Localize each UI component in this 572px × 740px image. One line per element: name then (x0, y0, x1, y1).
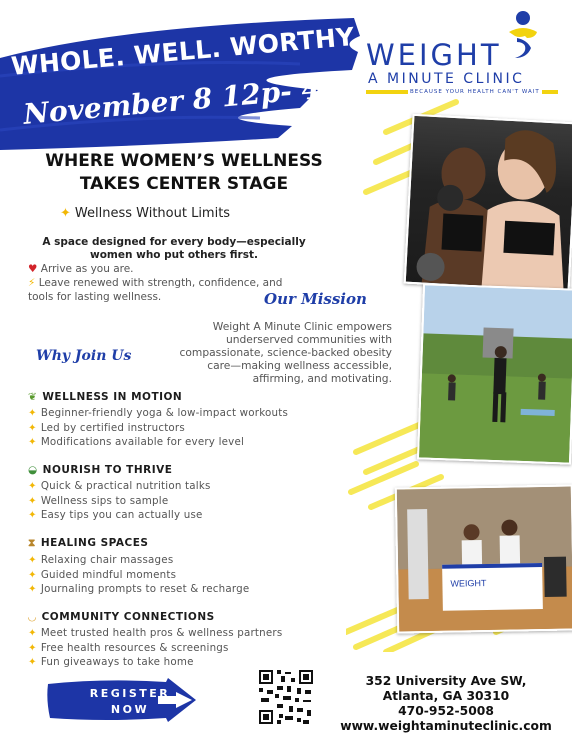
list-item-text: Modifications available for every level (40, 436, 245, 448)
intro-bullet-text: Arrive as you are. (40, 263, 134, 275)
list-item (28, 582, 358, 597)
address-line-2: Atlanta, GA 30310 (382, 689, 510, 703)
photo-boxing-women (404, 114, 572, 292)
event-date-time: November 8 12p- 4p (22, 70, 342, 131)
main-title-line-1: WHERE WOMEN’S WELLNESS (45, 151, 323, 171)
list-item (28, 406, 358, 421)
event-headline: WHOLE. WELL. WORTHY (10, 21, 356, 81)
list-item-text: Wellness sips to sample (40, 494, 169, 507)
photo-info-booth (395, 484, 572, 633)
subtitle-text: Wellness Without Limits (74, 206, 231, 221)
logo-figure-icon (505, 10, 541, 60)
subtitle (60, 206, 230, 221)
lightning-icon: ⚡ (28, 277, 36, 289)
section-healing-spaces (28, 537, 358, 597)
sparkle-icon: ✦ (28, 407, 37, 419)
section-heading: NOURISH TO THRIVE (42, 464, 173, 476)
section-wellness-in-motion (28, 391, 358, 450)
main-title (14, 150, 354, 196)
sparkle-icon: ✦ (28, 509, 37, 521)
list-item-text: Beginner-friendly yoga & low-impact workouts (40, 407, 289, 419)
why-join-heading: Why Join Us (36, 348, 132, 364)
booth-sign: WEIGHT (450, 577, 487, 589)
list-item-text: Relaxing chair massages (40, 554, 174, 566)
sparkle-icon: ✦ (28, 480, 37, 492)
sparkle-icon: ✦ (28, 494, 37, 507)
list-item (28, 421, 358, 436)
intro-bullet-text: Leave renewed with strength, confidence, and tools for lasting wellness. (28, 277, 283, 303)
sparkle-icon: ✦ (28, 627, 37, 639)
list-item-text: Led by certified instructors (40, 421, 185, 434)
register-label-line-1[interactable]: REGISTER (89, 687, 171, 700)
section-nourish-to-thrive (28, 464, 358, 523)
logo-subtitle: A MINUTE CLINIC (368, 71, 525, 87)
list-item-text: Easy tips you can actually use (40, 509, 203, 521)
contact-block (330, 674, 562, 734)
logo-tagline: BECAUSE YOUR HEALTH CAN'T WAIT (410, 89, 540, 95)
handshake-icon: ◡ (28, 611, 37, 623)
sparkle-icon: ✦ (28, 568, 37, 581)
mission-text: Weight A Minute Clinic empowers underserved communities with compassionate, science-backed obesity care—making wellness accessible, affirming, and motivating. (179, 320, 392, 385)
hourglass-icon: ⧗ (28, 537, 36, 549)
section-heading: COMMUNITY CONNECTIONS (41, 611, 215, 623)
list-item (28, 641, 358, 656)
sparkle-icon: ✦ (28, 436, 37, 448)
register-label-line-2[interactable]: NOW (110, 703, 150, 716)
intro-text: A space designed for every body—especially women who put others first. (42, 236, 306, 261)
list-item (28, 568, 358, 583)
sparkle-icon: ✦ (28, 554, 37, 566)
main-title-line-2: TAKES CENTER STAGE (79, 174, 289, 194)
list-item-text: Quick & practical nutrition talks (40, 480, 211, 492)
sparkle-icon: ✦ (28, 656, 37, 668)
section-heading: WELLNESS IN MOTION (42, 391, 183, 403)
section-community-connections (28, 611, 358, 670)
section-heading: HEALING SPACES (40, 537, 149, 549)
photo-outdoor-yoga (417, 283, 572, 464)
list-item (28, 494, 358, 509)
list-item-text: Meet trusted health pros & wellness partners (40, 627, 283, 639)
sparkle-icon: ✦ (28, 641, 37, 654)
salad-icon: ◒ (28, 464, 38, 476)
leaf-icon: ❦ (28, 391, 38, 403)
intro-bullet (28, 262, 134, 276)
heart-icon: ♥ (28, 263, 38, 275)
list-item (28, 553, 358, 568)
qr-code[interactable] (257, 668, 315, 726)
sparkle-icon: ✦ (28, 421, 37, 434)
list-item (28, 626, 358, 641)
logo-wordmark: WEIGHT (366, 38, 502, 72)
address-line-1: 352 University Ave SW, (365, 674, 527, 688)
mission-heading: Our Mission (264, 290, 367, 308)
sparkle-icon: ✦ (28, 583, 37, 595)
list-item-text: Guided mindful moments (40, 568, 177, 581)
list-item (28, 479, 358, 494)
phone-number[interactable]: 470-952-5008 (398, 704, 494, 718)
sparkle-icon: ✦ (60, 206, 71, 221)
list-item-text: Journaling prompts to reset & recharge (40, 583, 250, 595)
list-item-text: Free health resources & screenings (40, 641, 229, 654)
list-item-text: Fun giveaways to take home (40, 656, 194, 668)
list-item (28, 435, 358, 450)
list-item (28, 508, 358, 523)
website-link[interactable]: www.weightaminuteclinic.com (340, 719, 552, 733)
register-label[interactable] (82, 686, 178, 718)
